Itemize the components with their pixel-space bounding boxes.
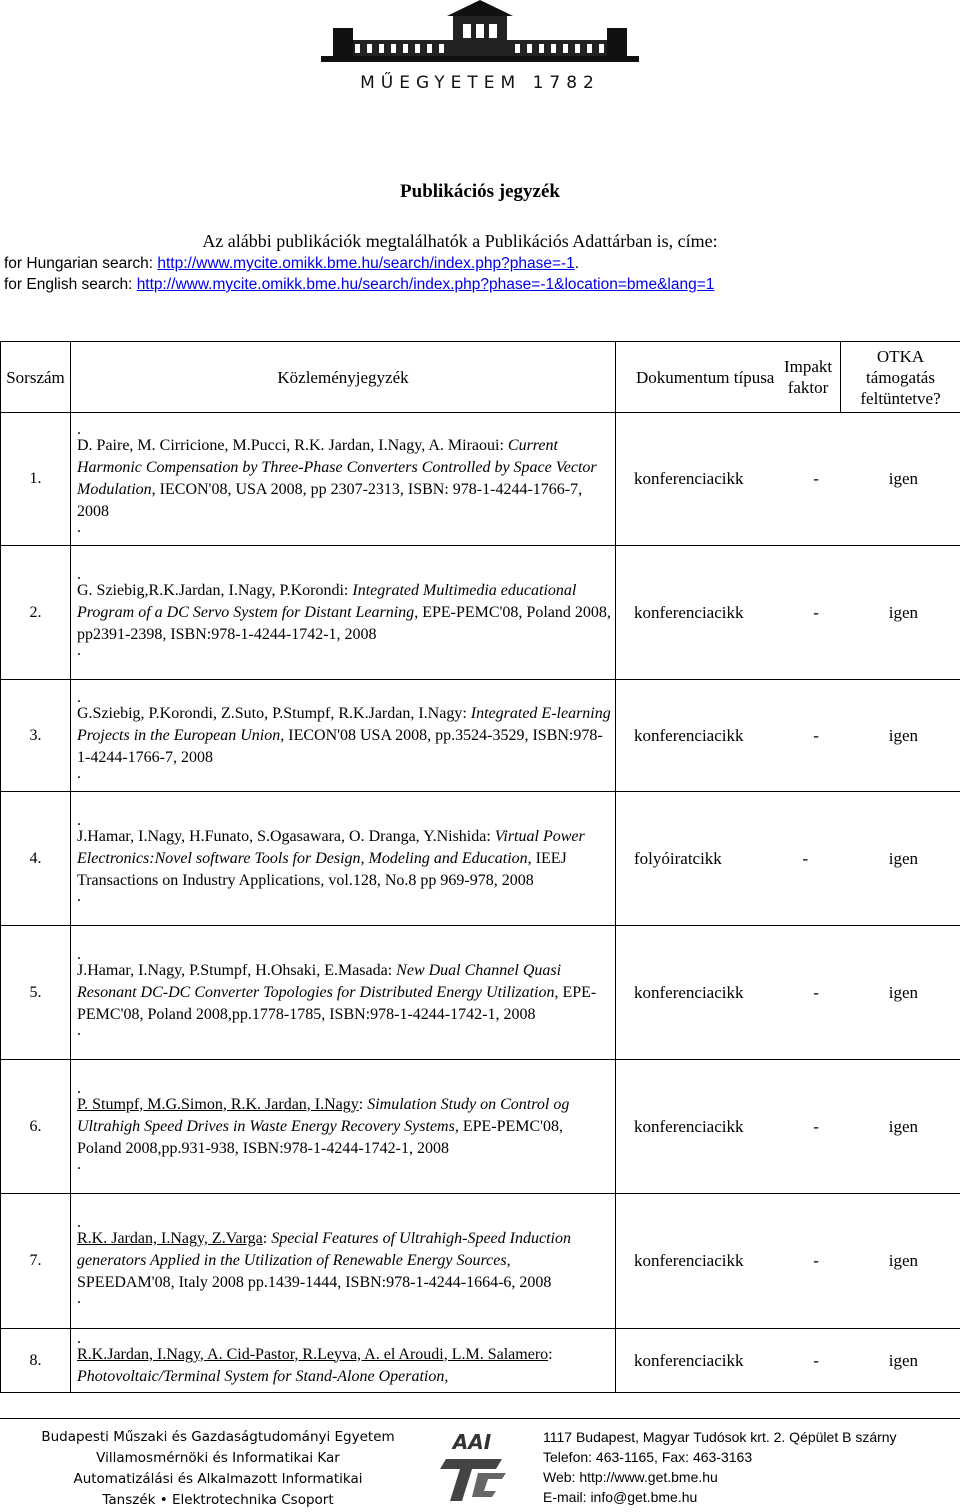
hungarian-search-label: for Hungarian search: [4, 255, 157, 272]
hungarian-search-link[interactable]: http://www.mycite.omikk.bme.hu/search/index.php?phase=-1 [157, 255, 574, 272]
otka-support: igen [889, 1251, 918, 1271]
publication-entry [71, 1194, 616, 1329]
footer-email: E-mail: info@get.bme.hu [543, 1487, 897, 1507]
entry-title: Photovoltaic/Terminal System for Stand-Alone Operation [77, 1368, 444, 1385]
publication-entry [71, 680, 616, 792]
header-document-type: Dokumentum típusa [636, 367, 774, 388]
publication-entry [71, 1060, 616, 1194]
english-search-line [4, 276, 714, 294]
header-otka: OTKA támogatás feltüntetve? [841, 342, 960, 413]
entry-segment: , EPE-PEMC'08, Poland 2008, pp2391-2398, ISBN:978-1-4244-1742-1, 2008 [77, 604, 611, 643]
entry-text [77, 826, 611, 892]
entry-title: Integrated E-learning Projects in the European Union [77, 705, 611, 744]
footer-institution-line: Villamosmérnöki és Informatikai Kar [20, 1448, 416, 1469]
entry-dot: . [77, 425, 611, 435]
row-number: 5. [1, 926, 71, 1060]
impact-factor: - [813, 1251, 819, 1271]
document-type: konferenciacikk [634, 1251, 744, 1271]
impact-factor: - [813, 726, 819, 746]
footer-institution [20, 1427, 416, 1511]
document-type: folyóiratcikk [634, 849, 722, 869]
row-number: 3. [1, 680, 71, 792]
header-type-impact [616, 342, 841, 413]
document-type: konferenciacikk [634, 1117, 744, 1137]
header-impact-factor: Impakt faktor [778, 356, 838, 398]
footer-address: 1117 Budapest, Magyar Tudósok krt. 2. Qépület B szárny [543, 1427, 897, 1447]
document-title: Publikációs jegyzék [0, 181, 960, 203]
footer-phone: Telefon: 463-1165, Fax: 463-3163 [543, 1447, 897, 1467]
entry-text [77, 960, 611, 1026]
document-type: konferenciacikk [634, 603, 744, 623]
hungarian-search-suffix: . [575, 255, 579, 272]
entry-segment: , SPEEDAM'08, Italy 2008 pp.1439-1444, ISBN:978-1-4244-1664-6, 2008 [77, 1252, 551, 1291]
table-row [1, 1194, 960, 1329]
impact-factor: - [813, 983, 819, 1003]
entry-text [77, 580, 611, 646]
entry-segment: : [359, 1096, 367, 1113]
entry-segment: , EPE-PEMC'08, Poland 2008,pp.1778-1785, ISBN:978-1-4244-1742-1, 2008 [77, 984, 596, 1023]
row-number: 6. [1, 1060, 71, 1194]
otka-support: igen [889, 726, 918, 746]
entry-segment: G. Sziebig,R.K.Jardan, I.Nagy, P.Korondi: [77, 582, 352, 599]
entry-dot: . [77, 1084, 611, 1094]
impact-factor: - [813, 1351, 819, 1371]
hungarian-search-line [4, 255, 579, 273]
entry-title: Simulation Study on Control og Ultrahigh Speed Drives in Waste Energy Recovery Systems [77, 1096, 569, 1135]
footer-web: Web: http://www.get.bme.hu [543, 1467, 897, 1487]
entry-segment: , IEEJ Transactions on Industry Applications, vol.128, No.8 pp 969-978, 2008 [77, 850, 567, 889]
publication-entry [71, 1329, 616, 1393]
entry-segment: , IECON'08, USA 2008, pp 2307-2313, ISBN: 978-1-4244-1766-7, 2008 [77, 481, 582, 520]
publication-meta [616, 1194, 960, 1329]
publication-meta [616, 1329, 960, 1393]
entry-title: New Dual Channel Quasi Resonant DC-DC Converter Topologies for Distributed Energy Utilization [77, 962, 561, 1001]
document-type: konferenciacikk [634, 983, 744, 1003]
row-number: 2. [1, 546, 71, 680]
entry-dot: . [77, 693, 611, 703]
entry-dot: . [77, 570, 611, 580]
impact-factor: - [813, 603, 819, 623]
page-footer [0, 1418, 960, 1512]
entry-text [77, 1094, 611, 1160]
entry-segment: J.Hamar, I.Nagy, H.Funato, S.Ogasawara, O. Dranga, Y.Nishida: [77, 828, 495, 845]
entry-authors: P. Stumpf, M.G.Simon, R.K. Jardan, I.Nagy [77, 1096, 359, 1113]
footer-contact [543, 1427, 897, 1507]
row-number: 8. [1, 1329, 71, 1393]
entry-dot: . [77, 950, 611, 960]
footer-institution-line: Automatizálási és Alkalmazott Informatikai [20, 1469, 416, 1490]
english-search-link[interactable]: http://www.mycite.omikk.bme.hu/search/index.php?phase=-1&location=bme&lang=1 [137, 276, 715, 293]
entry-title: Current Harmonic Compensation by Three-Phase Converters Controlled by Space Vector Modulation [77, 437, 597, 498]
entry-dot: . [77, 646, 611, 656]
table-header-row [1, 342, 960, 413]
row-number: 7. [1, 1194, 71, 1329]
entry-dot: . [77, 1160, 611, 1170]
entry-dot: . [77, 892, 611, 902]
entry-dot: . [77, 769, 611, 779]
table-row [1, 546, 960, 680]
entry-text [77, 1228, 611, 1294]
publication-entry [71, 792, 616, 926]
document-type: konferenciacikk [634, 469, 744, 489]
university-logo [315, 0, 645, 96]
entry-segment: , IECON'08 USA 2008, pp.3524-3529, ISBN:978-1-4244-1766-7, 2008 [77, 727, 603, 766]
table-row [1, 413, 960, 546]
entry-dot: . [77, 816, 611, 826]
table-row [1, 926, 960, 1060]
entry-text [77, 703, 611, 769]
impact-factor: - [802, 849, 808, 869]
intro-text: Az alábbi publikációk megtalálhatók a Publikációs Adattárban is, címe: [0, 231, 920, 252]
publication-meta [616, 792, 960, 926]
publication-entry [71, 926, 616, 1060]
entry-dot: . [77, 1334, 611, 1344]
entry-dot: . [77, 1218, 611, 1228]
footer-institution-line: Budapesti Műszaki és Gazdaságtudományi Egyetem [20, 1427, 416, 1448]
entry-segment: J.Hamar, I.Nagy, P.Stumpf, H.Ohsaki, E.Masada: [77, 962, 396, 979]
english-search-label: for English search: [4, 276, 137, 293]
entry-segment: : [548, 1346, 552, 1363]
document-type: konferenciacikk [634, 1351, 744, 1371]
row-number: 4. [1, 792, 71, 926]
publication-entry [71, 546, 616, 680]
publication-meta [616, 926, 960, 1060]
entry-segment: : [263, 1230, 271, 1247]
entry-text [77, 1344, 611, 1388]
table-row [1, 792, 960, 926]
entry-authors: R.K.Jardan, I.Nagy, A. Cid-Pastor, R.Leyva, A. el Aroudi, L.M. Salamero [77, 1346, 548, 1363]
impact-factor: - [813, 469, 819, 489]
entry-authors: R.K. Jardan, I.Nagy, Z.Varga [77, 1230, 263, 1247]
otka-support: igen [889, 469, 918, 489]
entry-text [77, 435, 611, 523]
otka-support: igen [889, 983, 918, 1003]
logo-text: MŰEGYETEM 1782 [360, 71, 600, 93]
entry-dot: . [77, 1294, 611, 1304]
entry-segment: D. Paire, M. Cirricione, M.Pucci, R.K. Jardan, I.Nagy, A. Miraoui: [77, 437, 508, 454]
publication-meta [616, 413, 960, 546]
entry-segment: , EPE-PEMC'08, Poland 2008,pp.931-938, ISBN:978-1-4244-1742-1, 2008 [77, 1118, 563, 1157]
publication-meta [616, 1060, 960, 1194]
table-row [1, 1329, 960, 1393]
publication-meta [616, 546, 960, 680]
header-publication-list: Közleményjegyzék [71, 342, 616, 413]
publication-table [0, 341, 960, 1393]
entry-dot: . [77, 1026, 611, 1036]
table-row [1, 680, 960, 792]
document-type: konferenciacikk [634, 726, 744, 746]
department-logo-text: AAI [451, 1430, 492, 1454]
row-number: 1. [1, 413, 71, 546]
otka-support: igen [889, 849, 918, 869]
entry-segment: , [444, 1368, 448, 1385]
impact-factor: - [813, 1117, 819, 1137]
publication-entry [71, 413, 616, 546]
department-logo [432, 1425, 516, 1507]
table-row [1, 1060, 960, 1194]
otka-support: igen [889, 603, 918, 623]
footer-institution-line: Tanszék • Elektrotechnika Csoport [20, 1490, 416, 1511]
entry-dot: . [77, 523, 611, 533]
otka-support: igen [889, 1351, 918, 1371]
entry-title: Integrated Multimedia educational Program of a DC Servo System for Distant Learning [77, 582, 576, 621]
entry-segment: G.Sziebig, P.Korondi, Z.Suto, P.Stumpf, R.K.Jardan, I.Nagy: [77, 705, 471, 722]
header-number: Sorszám [1, 342, 71, 413]
publication-meta [616, 680, 960, 792]
otka-support: igen [889, 1117, 918, 1137]
entry-title: Virtual Power Electronics:Novel software Tools for Design, Modeling and Education [77, 828, 585, 867]
entry-title: Special Features of Ultrahigh-Speed Induction generators Applied in the Utilization of Renewable Energy Sources [77, 1230, 571, 1269]
